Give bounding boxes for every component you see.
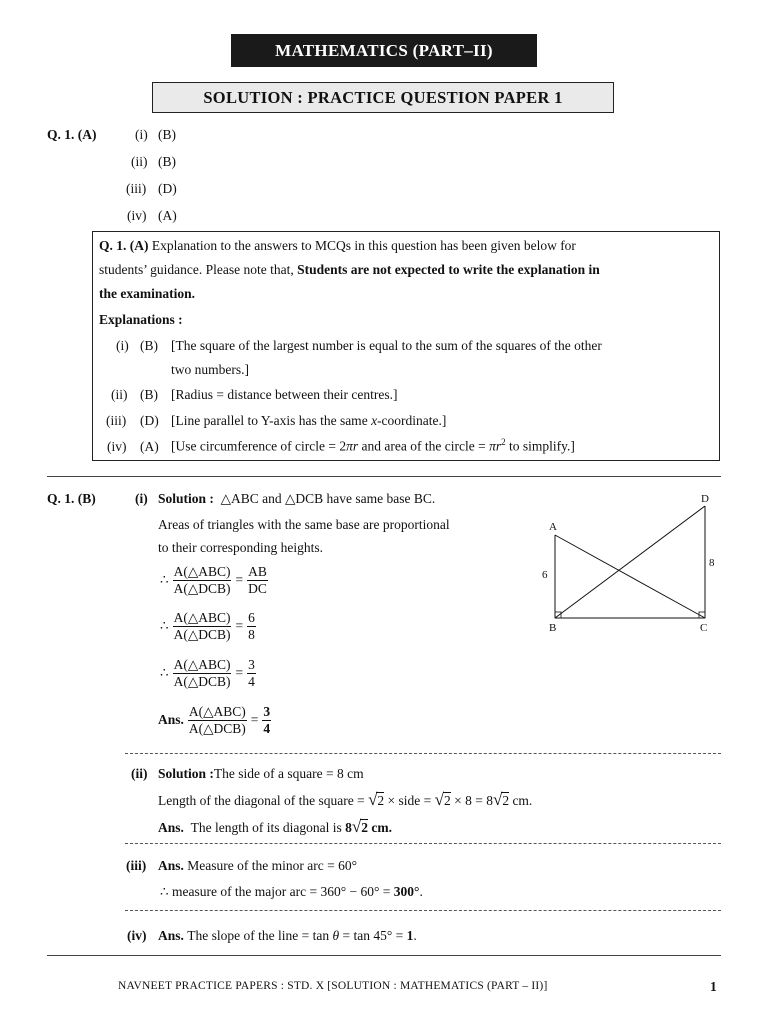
label-dc-length: 8	[709, 557, 715, 569]
page-number: 1	[710, 979, 717, 994]
q1b-iv-line: Ans. The slope of the line = tan θ = tan 45° = 1.	[158, 928, 417, 943]
q1b-ii-num: (ii)	[131, 766, 148, 781]
fraction: $\frac{\text{A(△ABC)}}{\text{A(△DCB)}}$	[173, 564, 231, 596]
equation-row: ∴ $\frac{\text{A(△ABC)}}{\text{A(△DCB)}}$ = $\frac{6}{8}$	[160, 610, 255, 642]
explanation-item-ans: (B)	[140, 338, 158, 353]
q1a-item-num: (iv)	[127, 208, 147, 223]
fraction: $\frac{3}{4}$	[248, 657, 255, 689]
paper-subtitle: SOLUTION : PRACTICE QUESTION PAPER 1	[152, 82, 614, 113]
therefore-symbol: ∴	[160, 572, 169, 588]
fraction: $\frac{\text{A(△ABC)}}{\text{A(△DCB)}}$	[188, 704, 246, 736]
label-a: A	[549, 521, 557, 533]
explanation-item-text: two numbers.]	[171, 362, 249, 377]
dashed-divider	[125, 843, 721, 844]
explanation-line-3: the examination.	[99, 286, 195, 301]
footer-text: NAVNEET PRACTICE PAPERS : STD. X [SOLUTION : MATHEMATICS (PART – II)]	[118, 980, 548, 992]
q1a-item-ans: (B)	[158, 154, 176, 169]
explanation-item-num: (ii)	[111, 387, 128, 402]
explanation-item-num: (iv)	[107, 439, 127, 454]
explanation-item-num: (i)	[116, 338, 129, 353]
q1b-i-solution	[158, 491, 435, 507]
explanation-item-ans: (A)	[140, 439, 159, 454]
solution-label: Solution :	[158, 491, 214, 506]
q1a-item-ans: (D)	[158, 181, 177, 196]
dashed-divider	[125, 910, 721, 911]
label-d: D	[701, 493, 709, 505]
section-divider	[47, 476, 721, 477]
label-ab-length: 6	[542, 569, 548, 581]
fraction: $\frac{\text{A(△ABC)}}{\text{A(△DCB)}}$	[173, 657, 231, 689]
ans-label: Ans.	[158, 928, 184, 943]
explanation-text: Explanation to the answers to MCQs in this question has been given below for	[148, 238, 576, 253]
therefore-symbol: ∴	[160, 618, 169, 634]
fraction: $\frac{3}{4}$	[263, 704, 271, 736]
explanation-text: students’ guidance. Please note that,	[99, 262, 298, 277]
solution-label: Solution :	[158, 766, 214, 781]
equation-row: ∴ $\frac{\text{A(△ABC)}}{\text{A(△DCB)}}$ = $\frac{3}{4}$	[160, 657, 255, 689]
ans-label: Ans.	[158, 820, 184, 835]
q1a-item-num: (iii)	[126, 181, 147, 196]
explanation-item-text: [Radius = distance between their centres.]	[171, 387, 398, 402]
q1a-item-ans: (A)	[158, 208, 177, 223]
q1b-iii-line: Ans. Measure of the minor arc = 60°	[158, 858, 357, 873]
explanation-head: Q. 1. (A)	[99, 238, 149, 253]
dashed-divider	[125, 753, 721, 754]
q1b-ii-solution	[158, 766, 364, 782]
q1a-item-num: (ii)	[131, 154, 148, 169]
triangle-figure	[536, 488, 726, 636]
explanations-title: Explanations :	[99, 312, 183, 327]
q1b-iii-line: ∴ measure of the major arc = 360° − 60° = 300°.	[160, 884, 423, 899]
explanation-line-1	[99, 238, 576, 254]
explanation-item-ans: (B)	[140, 387, 158, 402]
q1a-label: Q. 1. (A)	[47, 127, 97, 142]
fraction: $\frac{AB}{DC}$	[248, 564, 267, 596]
explanation-item-text: [The square of the largest number is equal to the sum of the squares of the other	[171, 338, 602, 353]
q1a-item-num: (i)	[135, 127, 148, 142]
solution-text: The side of a square = 8 cm	[213, 766, 364, 781]
equation-row: ∴ $\frac{\text{A(△ABC)}}{\text{A(△DCB)}}$ = $\frac{AB}{DC}$	[160, 564, 267, 596]
q1b-i-line: Areas of triangles with the same base are proportional	[158, 517, 450, 532]
explanation-item-text: [Use circumference of circle = 2πr and area of the circle = $\pi r^2$ to simplify.]	[171, 437, 575, 454]
solution-text: △ABC and △DCB have same base BC.	[220, 491, 436, 506]
ans-label: Ans.	[158, 712, 184, 728]
footer-divider	[47, 955, 721, 956]
label-b: B	[549, 622, 557, 634]
fraction: $\frac{6}{8}$	[248, 610, 255, 642]
paper-title: MATHEMATICS (PART–II)	[231, 34, 537, 67]
q1b-iii-num: (iii)	[126, 858, 147, 873]
explanation-line-2	[99, 262, 600, 278]
segment-bd	[555, 506, 705, 618]
explanation-item-num: (iii)	[106, 413, 127, 428]
fraction: $\frac{\text{A(△ABC)}}{\text{A(△DCB)}}$	[173, 610, 231, 642]
q1b-i-line: to their corresponding heights.	[158, 540, 323, 555]
segment-ac	[555, 535, 705, 618]
q1b-label: Q. 1. (B)	[47, 491, 96, 506]
q1b-iv-num: (iv)	[127, 928, 147, 943]
explanation-item-text: [Line parallel to Y-axis has the same x-coordinate.]	[171, 413, 447, 428]
q1a-item-ans: (B)	[158, 127, 176, 142]
label-c: C	[700, 622, 708, 634]
answer-row: Ans. $\frac{\text{A(△ABC)}}{\text{A(△DCB)}}$ = $\frac{3}{4}$	[158, 704, 271, 736]
q1b-ii-answer: Ans. The length of its diagonal is 8√2 cm.	[158, 817, 392, 836]
explanation-item-ans: (D)	[140, 413, 159, 428]
q1b-i-num: (i)	[135, 491, 148, 506]
q1b-ii-line: Length of the diagonal of the square = √2 × side = √2 × 8 = 8√2 cm.	[158, 790, 533, 809]
ans-label: Ans.	[158, 858, 184, 873]
therefore-symbol: ∴	[160, 665, 169, 681]
explanation-bold: Students are not expected to write the explanation in	[297, 262, 600, 277]
